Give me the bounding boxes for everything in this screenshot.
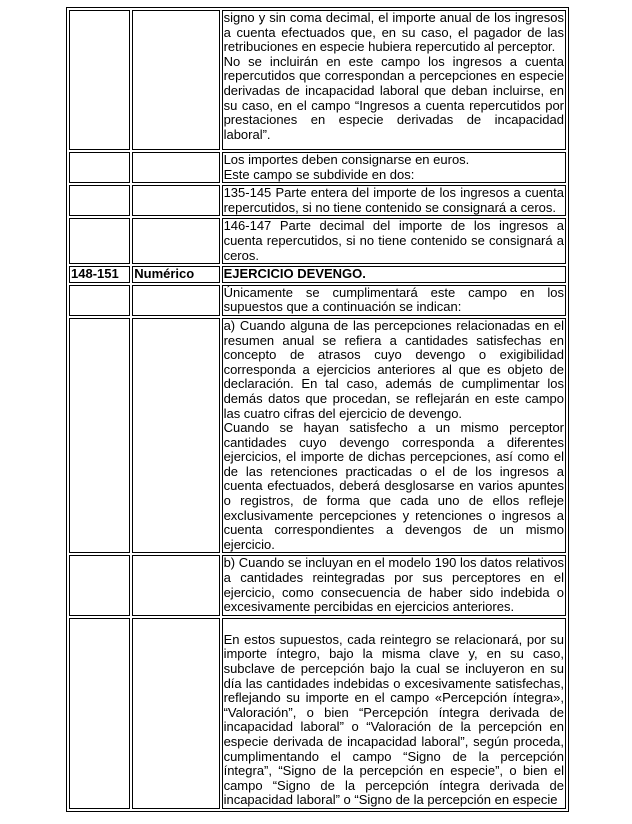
position-cell [69,618,130,809]
table-row [69,555,566,615]
position-cell [69,185,130,216]
table-row [69,618,566,809]
description-cell [222,152,566,183]
table-row [69,152,566,183]
type-cell [132,218,219,264]
type-cell [132,10,219,150]
position-cell [69,555,130,615]
position-cell [69,10,130,150]
description-paragraph: b) Cuando se incluyan en el modelo 190 los datos relativos a cantidades reintegradas por sus perceptores en el ejercicio, como consecuencia de haber sido indebida o excesivamente percibidas en ejercicios anteriores. [223,555,564,615]
description-cell [222,185,566,216]
description-cell [222,555,566,615]
position-cell [69,318,130,554]
field-spec-table [66,7,569,812]
field-header-row [69,266,566,283]
table-row [69,218,566,264]
field-position: 148-151 [69,266,130,283]
description-cell [222,10,566,150]
table-row [69,185,566,216]
type-cell [132,285,219,316]
description-paragraph: signo y sin coma decimal, el importe anual de los ingresos a cuenta efectuados que, en su caso, el pagador de las retribuciones en especie hubiera repercutido al perceptor. [223,10,564,55]
description-cell [222,618,566,809]
table-row [69,318,566,554]
description-paragraph: 135-145 Parte entera del importe de los ingresos a cuenta repercutidos, si no tiene contenido se consignará a ceros. [223,185,564,215]
description-paragraph: Cuando se hayan satisfecho a un mismo perceptor cantidades cuyo devengo corresponda a diferentes ejercicios, el importe de dichas percepciones, así como el de las retenciones practicadas o el de los ingresos a cuenta efectuados, deberá desglosarse en varios apuntes o registros, de forma que cada uno de ellos refleje exclusivamente percepciones y retenciones o ingresos a cuenta correspondientes a devengos de un mismo ejercicio. [223,420,564,552]
description-cell [222,318,566,554]
type-cell [132,185,219,216]
description-paragraph: Este campo se subdivide en dos: [223,166,415,182]
position-cell [69,218,130,264]
description-paragraph: a) Cuando alguna de las percepciones relacionadas en el resumen anual se refiera a cantidades satisfechas en concepto de atrasos cuyo devengo o exigibilidad corresponda a ejercicios anteriores al que es objeto de declaración. En tal caso, además de cumplimentar los demás datos que procedan, se reflejarán en este campo las cuatro cifras del ejercicio de devengo. [223,317,564,421]
description-paragraph: Los importes deben consignarse en euros. [223,152,470,167]
type-cell [132,152,219,183]
description-paragraph: En estos supuestos, cada reintegro se relacionará, por su importe íntegro, bajo la misma clave y, en su caso, subclave de percepción bajo la cual se incluyeron en su día las cantidades indebidas o excesivamente satisfechas, reflejando su importe en el campo «Percepción íntegra», “Valoración”, o bien “Percepción íntegra derivada de incapacidad laboral” o “Valoración de la percepción en especie derivada de incapacidad laboral”, según proceda, cumplimentando el campo “Signo de la percepción íntegra”, “Signo de la percepción en especie”, o bien el campo “Signo de la percepción íntegra derivada de incapacidad laboral” o “Signo de la percepción en especie [223,631,564,808]
type-cell [132,555,219,615]
description-paragraph: 146-147 Parte decimal del importe de los ingresos a cuenta repercutidos, si no tiene contenido se consignará a ceros. [223,218,564,263]
description-cell [222,218,566,264]
description-paragraph: Únicamente se cumplimentará este campo en los supuestos que a continuación se indican: [223,284,564,315]
description-paragraph: No se incluirán en este campo los ingresos a cuenta repercutidos que correspondan a percepciones en especie derivadas de incapacidad laboral que deban incluirse, en su caso, en el campo “Ingresos a cuenta repercutidos por prestaciones en especie derivadas de incapacidad laboral”. [223,53,564,142]
description-cell [222,285,566,316]
position-cell [69,285,130,316]
field-title: EJERCICIO DEVENGO. [222,266,566,283]
type-cell [132,618,219,809]
type-cell [132,318,219,554]
field-type: Numérico [132,266,219,283]
position-cell [69,152,130,183]
table-row [69,10,566,150]
table-row [69,285,566,316]
blank-line [224,619,564,633]
